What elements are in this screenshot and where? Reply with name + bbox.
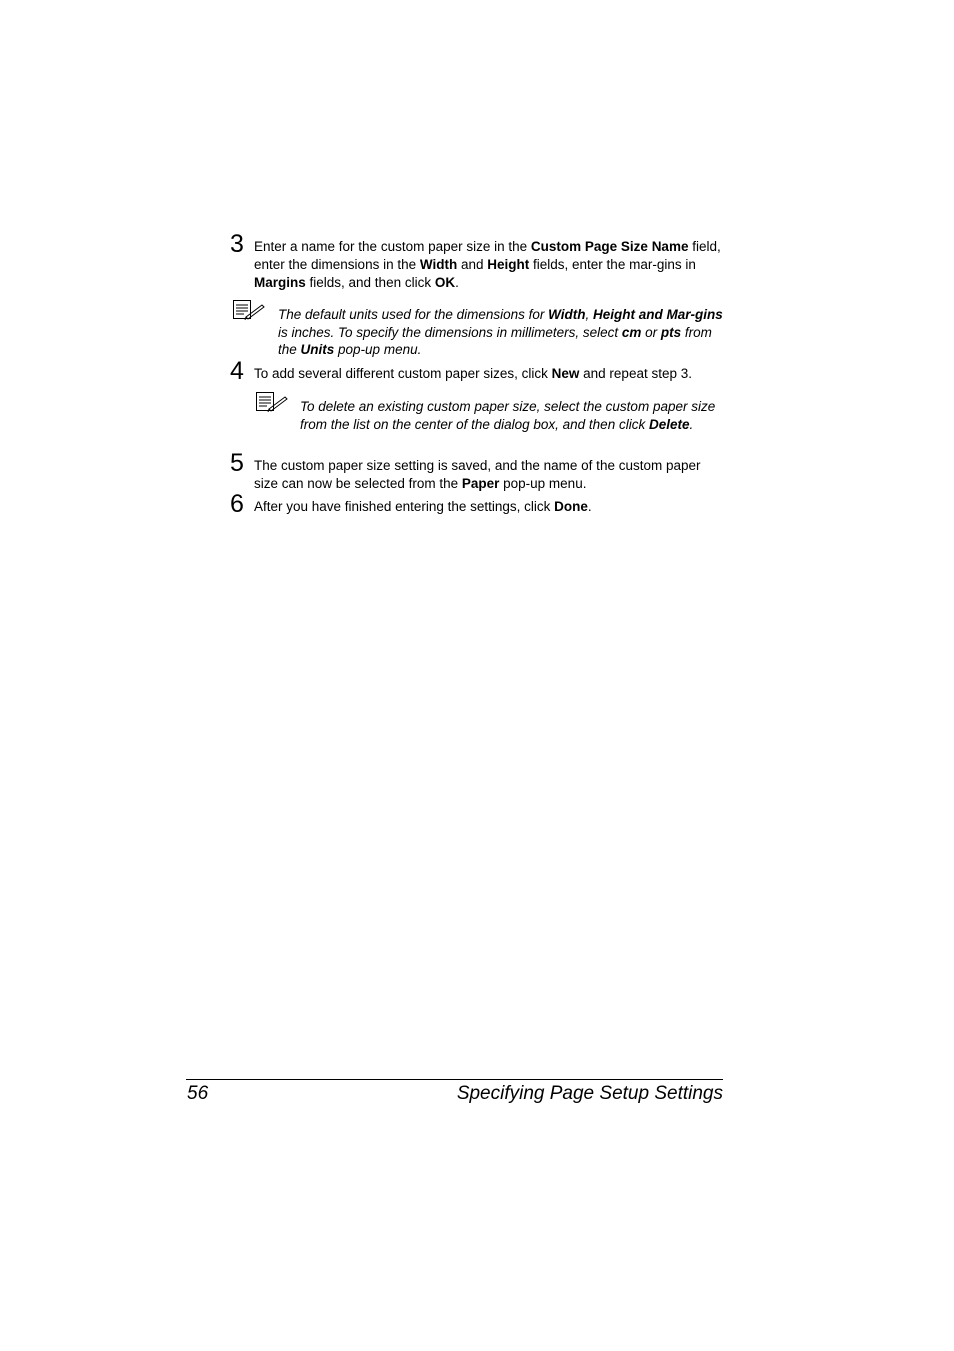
page-number: 56 [187,1083,209,1104]
note-text: To delete an existing custom paper size, select the custom paper size from the list on the center of the dialog box, and then click Delete. [300,399,716,432]
step-number: 6 [230,490,244,518]
step-number: 4 [230,357,244,385]
step-text: To add several different custom paper sizes, click New and repeat step 3. [254,366,692,381]
step-text: Enter a name for the custom paper size in the Custom Page Size Name field, enter the dimensions in the Width and Height fields, enter the mar-gins in Margins fields, and then click OK. [254,239,721,290]
note-text: The default units used for the dimensions for Width, Height and Mar-gins is inches. To specify the dimensions in millimeters, select cm or pts from the Units pop-up menu. [278,307,723,357]
note-pencil-icon [255,391,289,413]
section-title: Specifying Page Setup Settings [456,1083,723,1104]
step-text: After you have finished entering the settings, click Done. [254,499,592,514]
step-number: 5 [230,449,244,477]
note-pencil-icon [232,299,266,321]
step-text: The custom paper size setting is saved, and the name of the custom paper size can now be selected from the Paper pop-up menu. [254,458,701,491]
step-number: 3 [230,230,244,258]
footer-rule [186,1079,723,1080]
